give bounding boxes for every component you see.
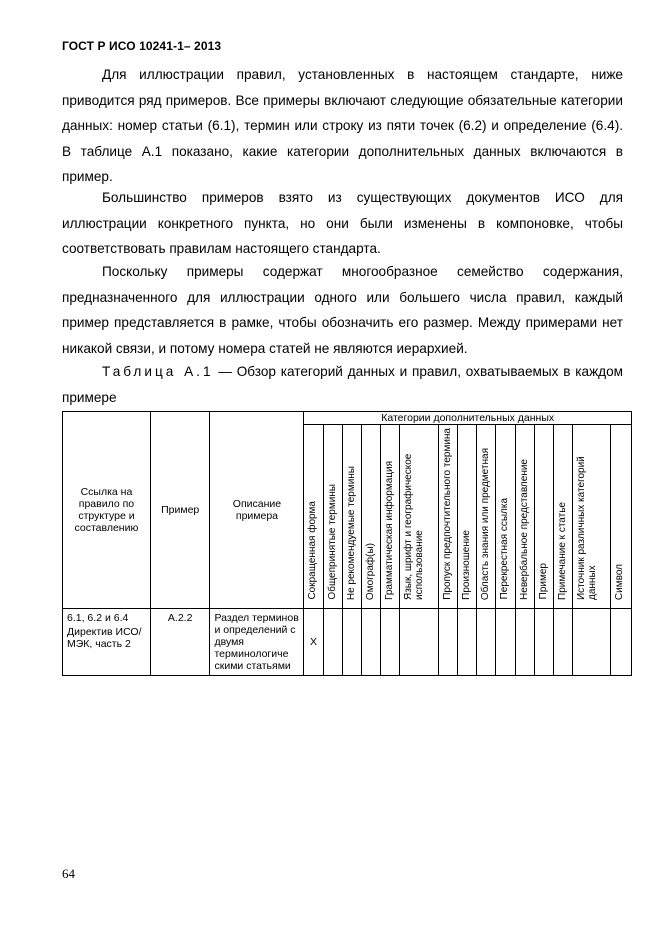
- table-header-row-1: [63, 412, 632, 425]
- row-ref-rule: 6.1, 6.2 и 6.4: [67, 611, 129, 624]
- header-category: Пример: [534, 425, 553, 609]
- header-category: Произношение: [457, 425, 476, 609]
- header-category: Примечание к статье: [553, 425, 572, 609]
- table-caption-label: Таблица А.1: [102, 364, 214, 379]
- row-mark-abbreviation: X: [304, 608, 323, 675]
- table-caption-text: — Обзор категорий данных и правил, охватываемых в каждом примере: [62, 364, 624, 405]
- row-empty-cell: [553, 608, 572, 675]
- row-empty-cell: [515, 608, 534, 675]
- table-caption: [62, 359, 623, 410]
- header-description: Описание примера: [210, 412, 304, 609]
- row-empty-cell: [496, 608, 515, 675]
- row-empty-cell: [323, 608, 342, 675]
- row-empty-cell: [342, 608, 361, 675]
- row-ref-source: Директив ИСО/МЭК, часть 2: [67, 625, 142, 650]
- header-category: Сокращенная форма: [304, 425, 323, 609]
- header-additional-categories: Категории дополнительных данных: [304, 412, 632, 425]
- paragraph-intro: Для иллюстрации правил, установленных в настоящем стандарте, ниже приводится ряд примеров. Все примеры включают следующие обязательные категории данных: номер статьи (6.1), термин или строку из пяти точек (6.2) и определение (6.4). В таблице А.1 показано, какие категории дополнительных данных включаются в пример.: [62, 67, 623, 184]
- header-category: Невербальное представление: [515, 425, 534, 609]
- row-ref-cell: [63, 608, 151, 675]
- row-empty-cell: [457, 608, 476, 675]
- row-empty-cell: [438, 608, 457, 675]
- row-empty-cell: [534, 608, 553, 675]
- document-header: ГОСТ Р ИСО 10241-1– 2013: [62, 39, 222, 53]
- header-example: Пример: [150, 412, 210, 609]
- row-empty-cell: [477, 608, 496, 675]
- row-description-cell: Раздел терминов и определений с двумя терминологиче скими статьями: [210, 608, 304, 675]
- row-empty-cell: [362, 608, 381, 675]
- header-category: Пропуск предпочтительного термина: [438, 425, 457, 609]
- header-category: Источник различных категорий данных: [573, 425, 611, 609]
- table-row: [63, 608, 632, 675]
- paragraph-sources: Большинство примеров взято из существующих документов ИСО для иллюстрации конкретного пункта, но они были изменены в компоновке, чтобы соответствовать правилам настоящего стандарта.: [62, 190, 623, 256]
- categories-table: [62, 411, 632, 676]
- header-category: Грамматическая информация: [381, 425, 400, 609]
- header-category: Омограф(ы): [362, 425, 381, 609]
- header-category: Символ: [611, 425, 632, 609]
- header-category: Область знания или предметная: [477, 425, 496, 609]
- page-number: 64: [62, 866, 75, 881]
- row-empty-cell: [611, 608, 632, 675]
- header-ref: Ссылка на правило по структуре и составлению: [63, 412, 151, 609]
- paragraph-examples: Поскольку примеры содержат многообразное семейство содержания, предназначенного для иллюстрации одного или большего числа правил, каждый пример представляется в рамке, чтобы обозначить его размер. Между примерами нет никакой связи, и потому номера статей не являются иерархией.: [62, 264, 623, 356]
- row-example-cell: А.2.2: [150, 608, 210, 675]
- header-category: Перекрестная ссылка: [496, 425, 515, 609]
- row-empty-cell: [381, 608, 400, 675]
- row-empty-cell: [400, 608, 438, 675]
- row-empty-cell: [573, 608, 611, 675]
- header-category: Язык, шрифт и географическое использование: [400, 425, 438, 609]
- header-category: Не рекомендуемые термины: [342, 425, 361, 609]
- header-category: Общепринятые термины: [323, 425, 342, 609]
